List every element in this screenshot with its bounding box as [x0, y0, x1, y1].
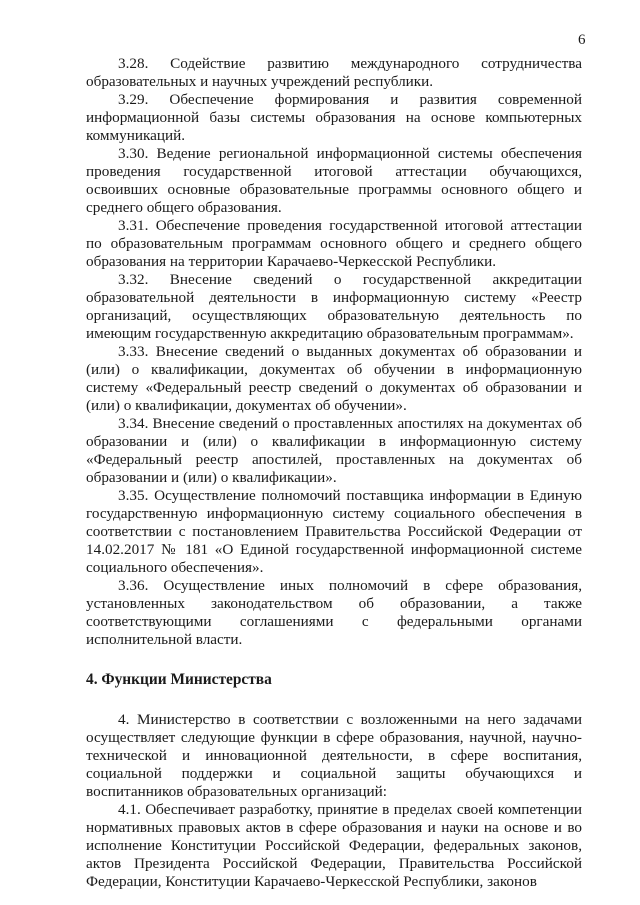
paragraph-3-28: 3.28. Содействие развитию международного сотрудничества образовательных и научных учреждений республики. [86, 55, 582, 90]
paragraph-3-29: 3.29. Обеспечение формирования и развития современной информационной базы системы образования на основе компьютерных коммуникаций. [86, 91, 582, 144]
page-number: 6 [578, 32, 586, 48]
paragraph-3-34: 3.34. Внесение сведений о проставленных апостилях на документах об образовании и (или) о квалификации в информационную систему «Федеральный реестр апостилей, проставленных на документах об образовании и (или) о квалификации». [86, 415, 582, 486]
paragraph-4: 4. Министерство в соответствии с возложенными на него задачами осуществляет следующие функции в сфере образования, научной, научно-технической и инновационной деятельности, в сфере воспитания, социальной поддержки и социальной защиты обучающихся и воспитанников образовательных организаций: [86, 711, 582, 800]
paragraph-3-33: 3.33. Внесение сведений о выданных документах об образовании и (или) о квалификации, документах об обучении в информационную систему «Федеральный реестр сведений о документах об образовании и (или) о квалификации, документах об обучении». [86, 343, 582, 414]
paragraph-3-32: 3.32. Внесение сведений о государственной аккредитации образовательной деятельности в информационную систему «Реестр организаций, осуществляющих образовательную деятельность по имеющим государственную аккредитацию образовательным программам». [86, 271, 582, 342]
paragraph-3-35: 3.35. Осуществление полномочий поставщика информации в Единую государственную информационную систему социального обеспечения в соответствии с постановлением Правительства Российской Федерации от 14.02.2017 № 181 «О Единой государственной информационной системе социального обеспечения». [86, 487, 582, 576]
paragraph-3-31: 3.31. Обеспечение проведения государственной итоговой аттестации по образовательным программам основного общего и среднего общего образования на территории Карачаево-Черкесской Республики. [86, 217, 582, 270]
paragraph-3-36: 3.36. Осуществление иных полномочий в сфере образования, установленных законодательством об образовании, а также соответствующими соглашениями с федеральными органами исполнительной власти. [86, 577, 582, 648]
section-heading: 4. Функции Министерства [86, 671, 272, 688]
document-body [86, 55, 582, 891]
paragraph-4-1: 4.1. Обеспечивает разработку, принятие в пределах своей компетенции нормативных правовых актов в сфере образования и науки на основе и во исполнение Конституции Российской Федерации, федеральных законов, актов Президента Российской Федерации, Правительства Российской Федерации, Конституции Карачаево-Черкесской Республики, законов [86, 801, 582, 890]
paragraph-3-30: 3.30. Ведение региональной информационной системы обеспечения проведения государственной итоговой аттестации обучающихся, освоивших основные образовательные программы основного общего и среднего общего образования. [86, 145, 582, 216]
